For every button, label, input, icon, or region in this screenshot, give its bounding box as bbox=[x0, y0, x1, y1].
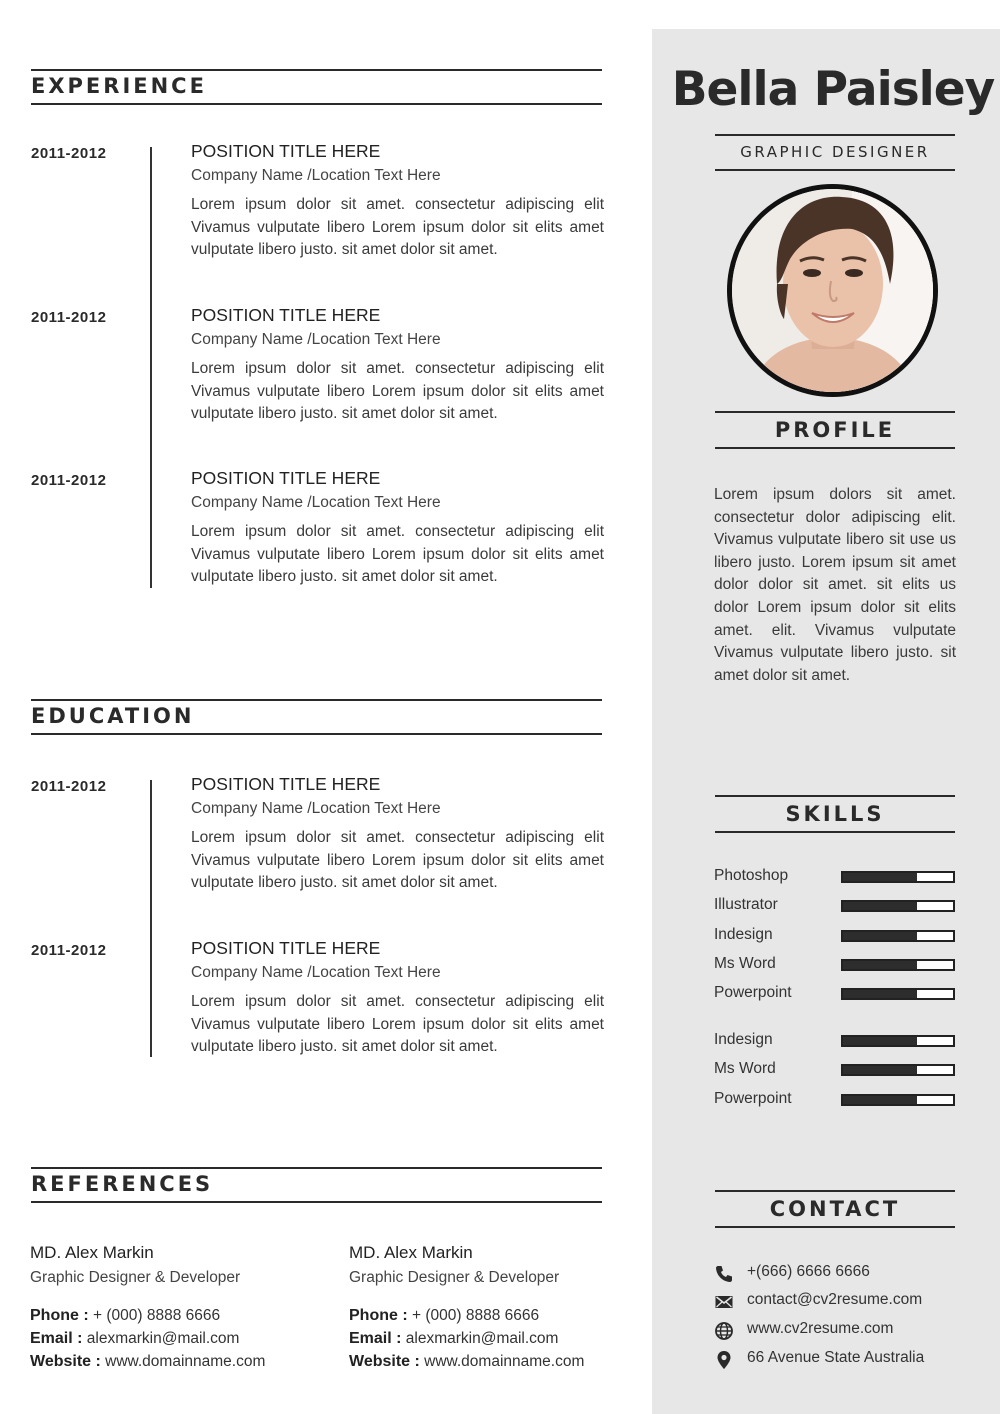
reference-website bbox=[349, 1350, 649, 1373]
reference-name: MD. Alex Markin bbox=[30, 1243, 154, 1262]
entry-years: 2011-2012 bbox=[31, 472, 107, 489]
entry-years: 2011-2012 bbox=[31, 778, 107, 795]
email-label: Email : bbox=[30, 1330, 83, 1347]
entry-position: POSITION TITLE HERE bbox=[191, 305, 381, 325]
skill-row bbox=[714, 984, 955, 1004]
contact-address-text: 66 Avenue State Australia bbox=[747, 1349, 925, 1366]
skill-name: Ms Word bbox=[714, 1060, 776, 1077]
experience-heading: EXPERIENCE bbox=[31, 69, 602, 105]
skills-heading: SKILLS bbox=[715, 795, 955, 833]
website-label: Website : bbox=[349, 1353, 420, 1370]
entry-company: Company Name /Location Text Here bbox=[191, 964, 441, 981]
website-label: Website : bbox=[30, 1353, 101, 1370]
phone-label: Phone : bbox=[349, 1307, 408, 1324]
skill-name: Illustrator bbox=[714, 896, 778, 913]
education-entry bbox=[0, 938, 620, 1072]
skill-level-fill bbox=[843, 990, 917, 998]
reference-website-value[interactable]: www.domainname.com bbox=[105, 1353, 266, 1370]
skill-row bbox=[714, 926, 955, 946]
skill-level-fill bbox=[843, 902, 917, 910]
entry-position: POSITION TITLE HERE bbox=[191, 141, 381, 161]
contact-phone bbox=[714, 1263, 964, 1285]
experience-entry bbox=[0, 305, 620, 439]
experience-entry bbox=[0, 141, 620, 275]
entry-years: 2011-2012 bbox=[31, 145, 107, 162]
reference-card bbox=[349, 1243, 649, 1373]
reference-email-value[interactable]: alexmarkin@mail.com bbox=[405, 1330, 559, 1347]
education-entry bbox=[0, 774, 620, 908]
reference-phone bbox=[349, 1304, 649, 1327]
entry-description: Lorem ipsum dolor sit amet. consectetur adipiscing elit Vivamus vulputate libero Lorem ipsum dolor sit elits amet vulputate libero justo. sit amet dolor sit amet. bbox=[191, 196, 604, 259]
skill-level-bar bbox=[841, 1035, 955, 1047]
contact-address bbox=[714, 1349, 964, 1371]
reference-card bbox=[30, 1243, 330, 1373]
entry-company: Company Name /Location Text Here bbox=[191, 494, 441, 511]
skill-level-bar bbox=[841, 930, 955, 942]
skill-row bbox=[714, 1060, 955, 1080]
reference-website bbox=[30, 1350, 330, 1373]
phone-icon bbox=[714, 1264, 734, 1284]
reference-phone-value[interactable]: + (000) 8888 6666 bbox=[411, 1307, 540, 1324]
skill-level-bar bbox=[841, 900, 955, 912]
profile-photo bbox=[727, 184, 938, 397]
skill-level-bar bbox=[841, 1094, 955, 1106]
skill-name: Powerpoint bbox=[714, 984, 792, 1001]
reference-phone bbox=[30, 1304, 330, 1327]
skill-row bbox=[714, 1031, 955, 1051]
entry-company: Company Name /Location Text Here bbox=[191, 331, 441, 348]
entry-position: POSITION TITLE HERE bbox=[191, 938, 381, 958]
entry-years: 2011-2012 bbox=[31, 942, 107, 959]
globe-icon bbox=[714, 1321, 734, 1341]
entry-position: POSITION TITLE HERE bbox=[191, 774, 381, 794]
portrait-image bbox=[732, 189, 933, 392]
contact-heading: CONTACT bbox=[715, 1190, 955, 1228]
entry-position: POSITION TITLE HERE bbox=[191, 468, 381, 488]
reference-role: Graphic Designer & Developer bbox=[349, 1269, 560, 1286]
envelope-icon bbox=[714, 1292, 734, 1312]
skill-level-bar bbox=[841, 871, 955, 883]
location-pin-icon bbox=[714, 1350, 734, 1370]
contact-email-text[interactable]: contact@cv2resume.com bbox=[747, 1291, 923, 1308]
skill-row bbox=[714, 955, 955, 975]
reference-email bbox=[30, 1327, 330, 1350]
skill-level-bar bbox=[841, 988, 955, 1000]
entry-description: Lorem ipsum dolor sit amet. consectetur adipiscing elit Vivamus vulputate libero Lorem ipsum dolor sit elits amet vulputate libero justo. sit amet dolor sit amet. bbox=[191, 523, 604, 586]
profile-text: Lorem ipsum dolors sit amet. consectetur dolor adipiscing elit. Vivamus vulputate libero sit use us libero justo. Lorem ipsum sit amet dolor dolor sit amet. sit elits us dolor Lorem ipsum dolor sit elits amet. elit. Vivamus vulputate Vivamus vulputate libero justo. sit amet dolor sit amet. bbox=[714, 486, 956, 684]
contact-website-text[interactable]: www.cv2resume.com bbox=[747, 1320, 894, 1337]
entry-years: 2011-2012 bbox=[31, 309, 107, 326]
reference-role: Graphic Designer & Developer bbox=[30, 1269, 241, 1286]
skill-name: Powerpoint bbox=[714, 1090, 792, 1107]
skill-level-fill bbox=[843, 873, 917, 881]
candidate-name: Bella Paisley bbox=[671, 62, 995, 117]
skill-name: Indesign bbox=[714, 1031, 773, 1048]
entry-description: Lorem ipsum dolor sit amet. consectetur adipiscing elit Vivamus vulputate libero Lorem ipsum dolor sit elits amet vulputate libero justo. sit amet dolor sit amet. bbox=[191, 829, 604, 892]
skill-row bbox=[714, 1090, 955, 1110]
phone-label: Phone : bbox=[30, 1307, 89, 1324]
job-title: GRAPHIC DESIGNER bbox=[715, 134, 955, 171]
skill-row bbox=[714, 867, 955, 887]
entry-description: Lorem ipsum dolor sit amet. consectetur adipiscing elit Vivamus vulputate libero Lorem ipsum dolor sit elits amet vulputate libero justo. sit amet dolor sit amet. bbox=[191, 360, 604, 423]
contact-email bbox=[714, 1291, 964, 1313]
skill-level-fill bbox=[843, 1037, 917, 1045]
entry-company: Company Name /Location Text Here bbox=[191, 167, 441, 184]
skill-name: Ms Word bbox=[714, 955, 776, 972]
email-label: Email : bbox=[349, 1330, 402, 1347]
contact-phone-text[interactable]: +(666) 6666 6666 bbox=[747, 1263, 870, 1280]
skill-level-fill bbox=[843, 961, 917, 969]
reference-email bbox=[349, 1327, 649, 1350]
reference-website-value[interactable]: www.domainname.com bbox=[424, 1353, 585, 1370]
skill-name: Indesign bbox=[714, 926, 773, 943]
education-heading: EDUCATION bbox=[31, 699, 602, 735]
profile-heading: PROFILE bbox=[715, 411, 955, 449]
skill-level-bar bbox=[841, 1064, 955, 1076]
contact-website bbox=[714, 1320, 964, 1342]
entry-company: Company Name /Location Text Here bbox=[191, 800, 441, 817]
reference-name: MD. Alex Markin bbox=[349, 1243, 473, 1262]
skill-level-fill bbox=[843, 1066, 917, 1074]
skill-level-fill bbox=[843, 932, 917, 940]
skill-level-bar bbox=[841, 959, 955, 971]
skill-name: Photoshop bbox=[714, 867, 789, 884]
reference-email-value[interactable]: alexmarkin@mail.com bbox=[86, 1330, 240, 1347]
experience-entry bbox=[0, 468, 620, 602]
skill-level-fill bbox=[843, 1096, 917, 1104]
entry-description: Lorem ipsum dolor sit amet. consectetur adipiscing elit Vivamus vulputate libero Lorem ipsum dolor sit elits amet vulputate libero justo. sit amet dolor sit amet. bbox=[191, 993, 604, 1056]
references-heading: REFERENCES bbox=[31, 1167, 602, 1203]
reference-phone-value[interactable]: + (000) 8888 6666 bbox=[92, 1307, 221, 1324]
skill-row bbox=[714, 896, 955, 916]
